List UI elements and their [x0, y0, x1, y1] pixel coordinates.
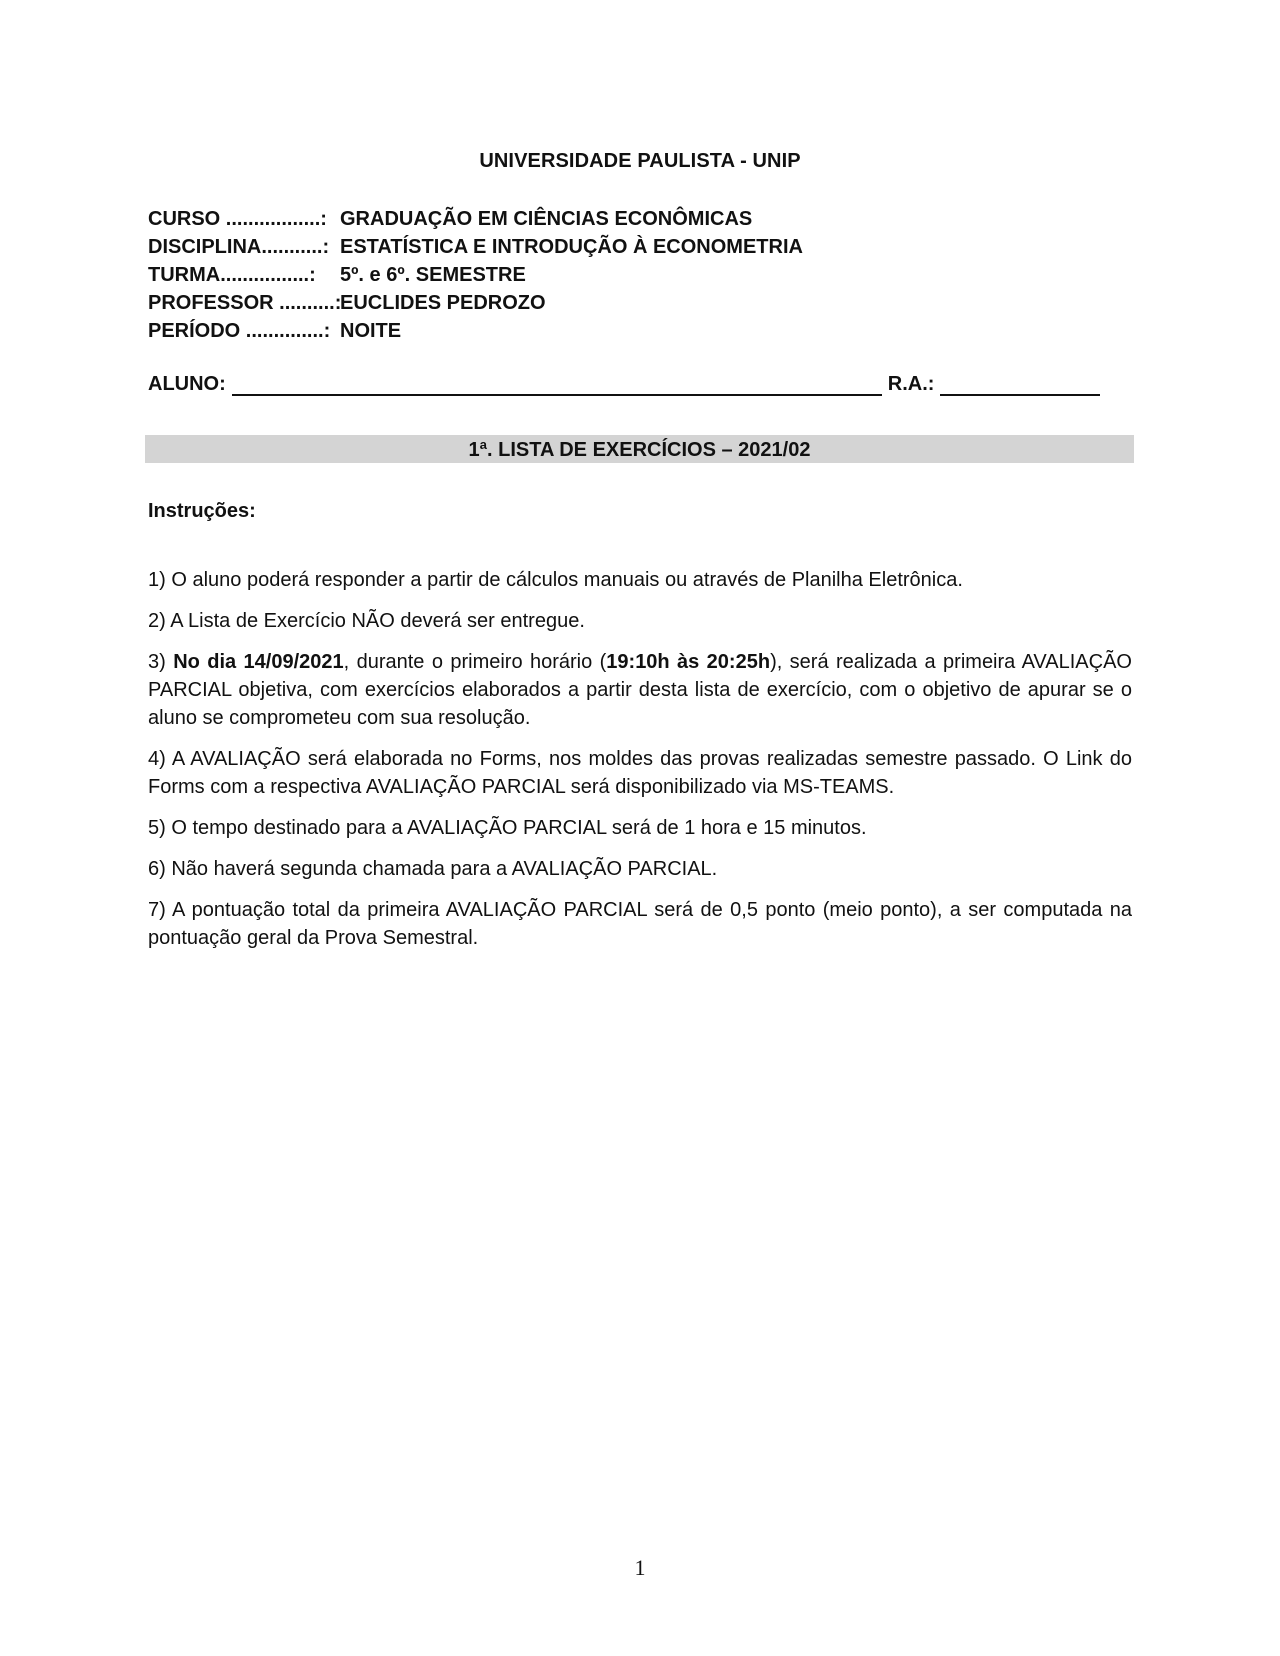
ra-field[interactable] — [940, 376, 1100, 396]
info-value: GRADUAÇÃO EM CIÊNCIAS ECONÔMICAS — [340, 208, 753, 230]
info-row-curso — [148, 205, 803, 233]
info-value: EUCLIDES PEDROZO — [340, 292, 546, 314]
exercise-list-banner: 1ª. LISTA DE EXERCÍCIOS – 2021/02 — [145, 435, 1134, 463]
info-label: CURSO .................: — [148, 208, 327, 230]
info-row-turma — [148, 261, 803, 289]
info-row-periodo — [148, 317, 803, 345]
instruction-item — [148, 648, 1132, 732]
ra-label: R.A.: — [887, 373, 935, 395]
instruction-item: 5) O tempo destinado para a AVALIAÇÃO PARCIAL será de 1 hora e 15 minutos. — [148, 817, 867, 839]
instruction-text: , durante o primeiro horário ( — [343, 651, 607, 673]
instruction-date: No dia 14/09/2021 — [173, 651, 344, 673]
info-row-professor — [148, 289, 803, 317]
course-info-block — [148, 205, 803, 345]
instruction-time: 19:10h às 20:25h — [606, 651, 771, 673]
instruction-text: ), será realizada a primeira AVALIAÇÃO PARCIAL objetiva, com exercícios elaborados a partir desta lista de exercício, com o objetivo de apurar se o aluno se comprometeu com sua resolução. — [148, 651, 1132, 729]
instructions-heading: Instruções: — [148, 500, 256, 522]
university-title: UNIVERSIDADE PAULISTA - UNIP — [479, 150, 801, 172]
instructions-list — [148, 566, 1132, 965]
info-label: PROFESSOR ..........: — [148, 292, 342, 314]
info-value: ESTATÍSTICA E INTRODUÇÃO À ECONOMETRIA — [340, 236, 803, 258]
info-value: 5º. e 6º. SEMESTRE — [340, 264, 526, 286]
instruction-item: 1) O aluno poderá responder a partir de cálculos manuais ou através de Planilha Eletrônica. — [148, 569, 963, 591]
page-number: 1 — [634, 1555, 646, 1580]
info-label: PERÍODO ..............: — [148, 320, 331, 342]
info-value: NOITE — [340, 320, 402, 342]
instruction-text: 3) — [148, 651, 174, 673]
instruction-item: 2) A Lista de Exercício NÃO deverá ser entregue. — [148, 610, 585, 632]
info-label: TURMA................: — [148, 264, 316, 286]
info-label: DISCIPLINA...........: — [148, 236, 330, 258]
instruction-item: 6) Não haverá segunda chamada para a AVALIAÇÃO PARCIAL. — [148, 858, 718, 880]
info-row-disciplina — [148, 233, 803, 261]
student-row — [148, 373, 1100, 396]
aluno-name-field[interactable] — [232, 376, 882, 396]
aluno-label: ALUNO: — [148, 373, 226, 395]
instruction-item: 4) A AVALIAÇÃO será elaborada no Forms, nos moldes das provas realizadas semestre passado. O Link do Forms com a respectiva AVALIAÇÃO PARCIAL será disponibilizado via MS-TEAMS. — [148, 748, 1132, 798]
instruction-item: 7) A pontuação total da primeira AVALIAÇÃO PARCIAL será de 0,5 ponto (meio ponto), a ser computada na pontuação geral da Prova Semestral. — [148, 899, 1132, 949]
